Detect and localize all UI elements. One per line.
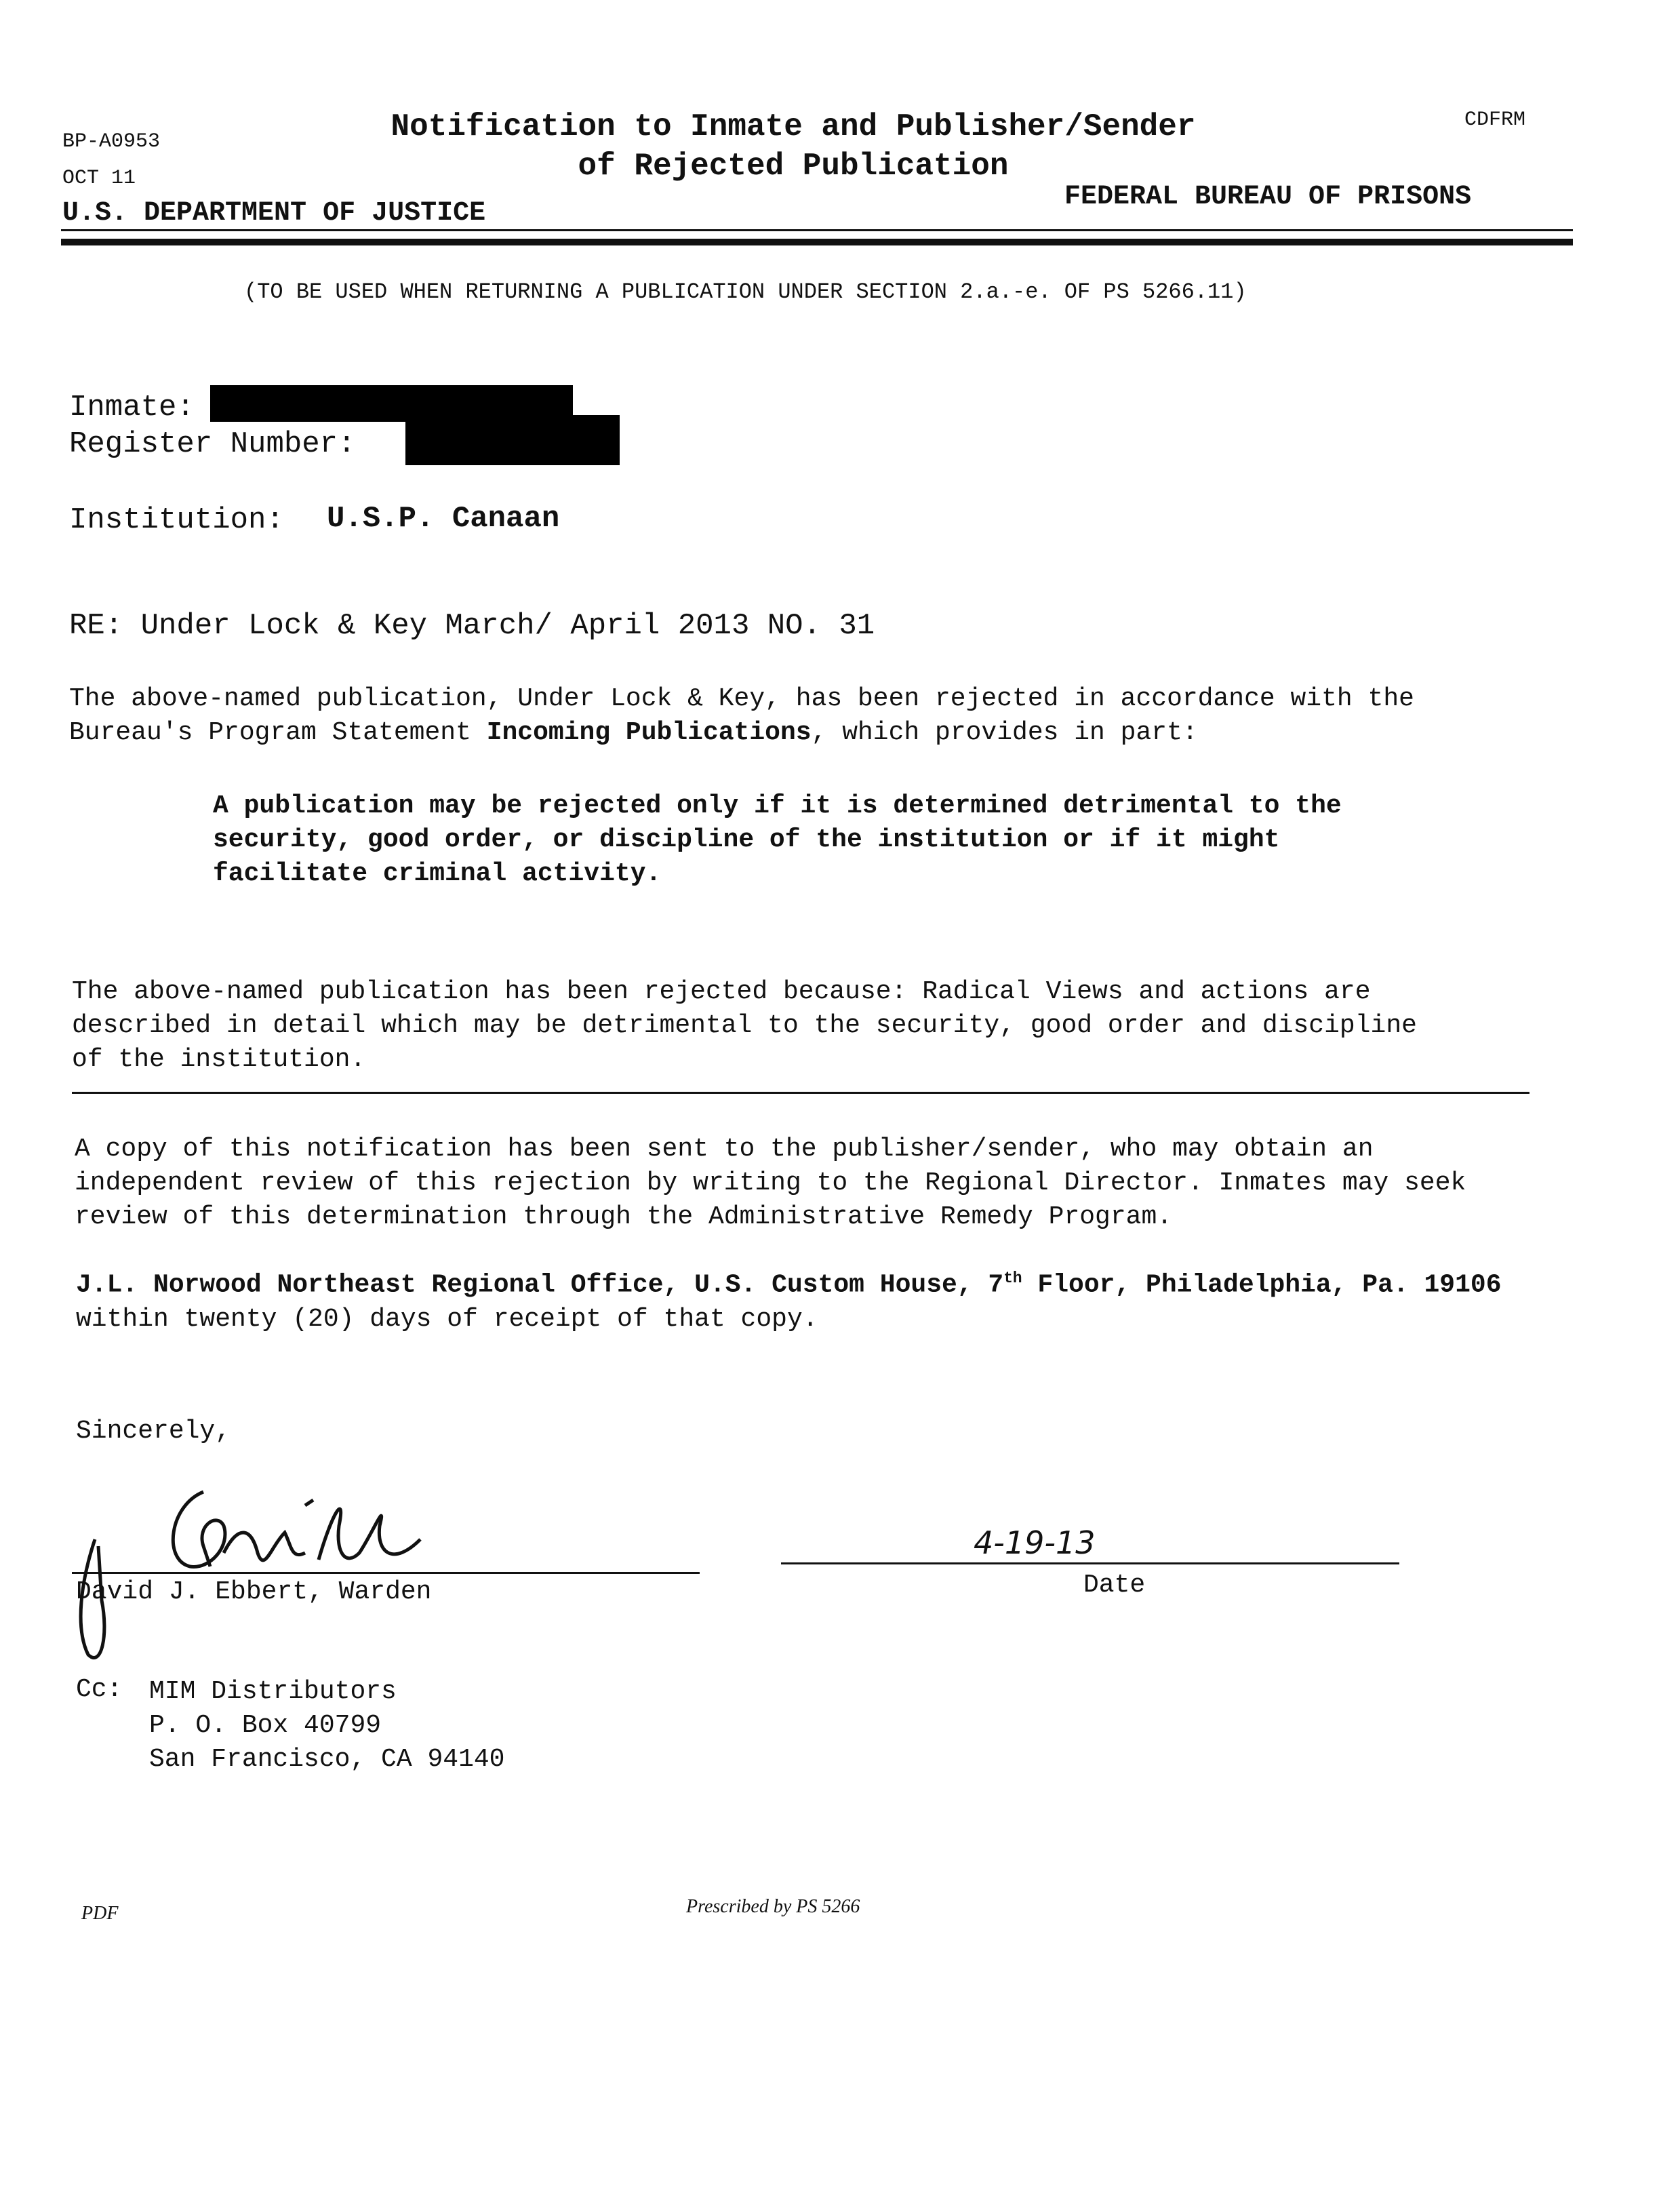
inmate-label: Inmate: — [69, 391, 195, 425]
signature-date-handwritten: 4-19-13 — [974, 1524, 1096, 1561]
title-line-2: of Rejected Publication — [578, 149, 1009, 184]
cc-line-1: MIM Distributors — [149, 1677, 397, 1706]
usage-note: (TO BE USED WHEN RETURNING A PUBLICATION UNDER SECTION 2.a.-e. OF PS 5266.11) — [244, 279, 1247, 304]
department-name: U.S. DEPARTMENT OF JUSTICE — [62, 198, 486, 229]
cc-label: Cc: — [76, 1675, 123, 1704]
header-rule-thick — [61, 239, 1573, 245]
form-code: CDFRM — [1464, 109, 1526, 132]
document-title — [353, 107, 1234, 186]
date-line — [781, 1562, 1399, 1564]
rejection-reason: The above-named publication has been rejected because: Radical Views and actions are described in detail which may be detrimental to the security, good order and discipline of the institution. — [72, 977, 1417, 1074]
address-superscript: th — [1003, 1269, 1022, 1287]
program-statement-title: Incoming Publications — [486, 718, 812, 747]
rejection-text-2: , which provides in part: — [811, 718, 1198, 747]
cc-recipient — [149, 1675, 505, 1777]
institution-value: U.S.P. Canaan — [327, 502, 560, 536]
regional-office-address — [76, 1261, 1540, 1337]
footer-center: Prescribed by PS 5266 — [686, 1896, 860, 1917]
cc-line-2: P. O. Box 40799 — [149, 1711, 382, 1740]
cc-line-3: San Francisco, CA 94140 — [149, 1745, 505, 1774]
section-divider — [72, 1092, 1529, 1094]
re-line: RE: Under Lock & Key March/ April 2013 NO. 31 — [69, 609, 875, 643]
form-date: OCT 11 — [62, 167, 136, 190]
rejection-paragraph — [69, 682, 1547, 750]
quoted-criteria: A publication may be rejected only if it is determined detrimental to the security, good order, or discipline of the institution or if it might facilitate criminal activity. — [213, 791, 1342, 888]
form-number: BP-A0953 — [62, 130, 161, 153]
institution-label: Institution: — [69, 503, 284, 537]
address-text-3: within twenty (20) days of receipt of that copy. — [76, 1304, 818, 1334]
footer-left: PDF — [81, 1903, 119, 1924]
signature-line — [72, 1572, 700, 1574]
header-rule-thin — [61, 229, 1573, 231]
address-text-2: Floor, Philadelphia, Pa. 19106 — [1022, 1270, 1502, 1300]
register-number-label: Register Number: — [69, 427, 356, 461]
closing: Sincerely, — [76, 1417, 231, 1446]
signer-name: David J. Ebbert, Warden — [76, 1577, 432, 1606]
redaction-register-number — [405, 415, 620, 465]
review-notice: A copy of this notification has been sent to the publisher/sender, who may obtain an independent review of this rejection by writing to the Regional Director. Inmates may seek review of this determination through the Administrative Remedy Program. — [75, 1135, 1466, 1231]
date-label: Date — [1083, 1571, 1146, 1600]
rejection-text-1: The above-named publication, Under Lock & Key, has been rejected in accordance with the Bureau's Program Statement — [69, 684, 1414, 747]
title-line-1: Notification to Inmate and Publisher/Sender — [391, 109, 1196, 144]
bureau-name: FEDERAL BUREAU OF PRISONS — [1064, 182, 1472, 212]
address-text-1: J.L. Norwood Northeast Regional Office, U.S. Custom House, 7 — [76, 1270, 1004, 1300]
